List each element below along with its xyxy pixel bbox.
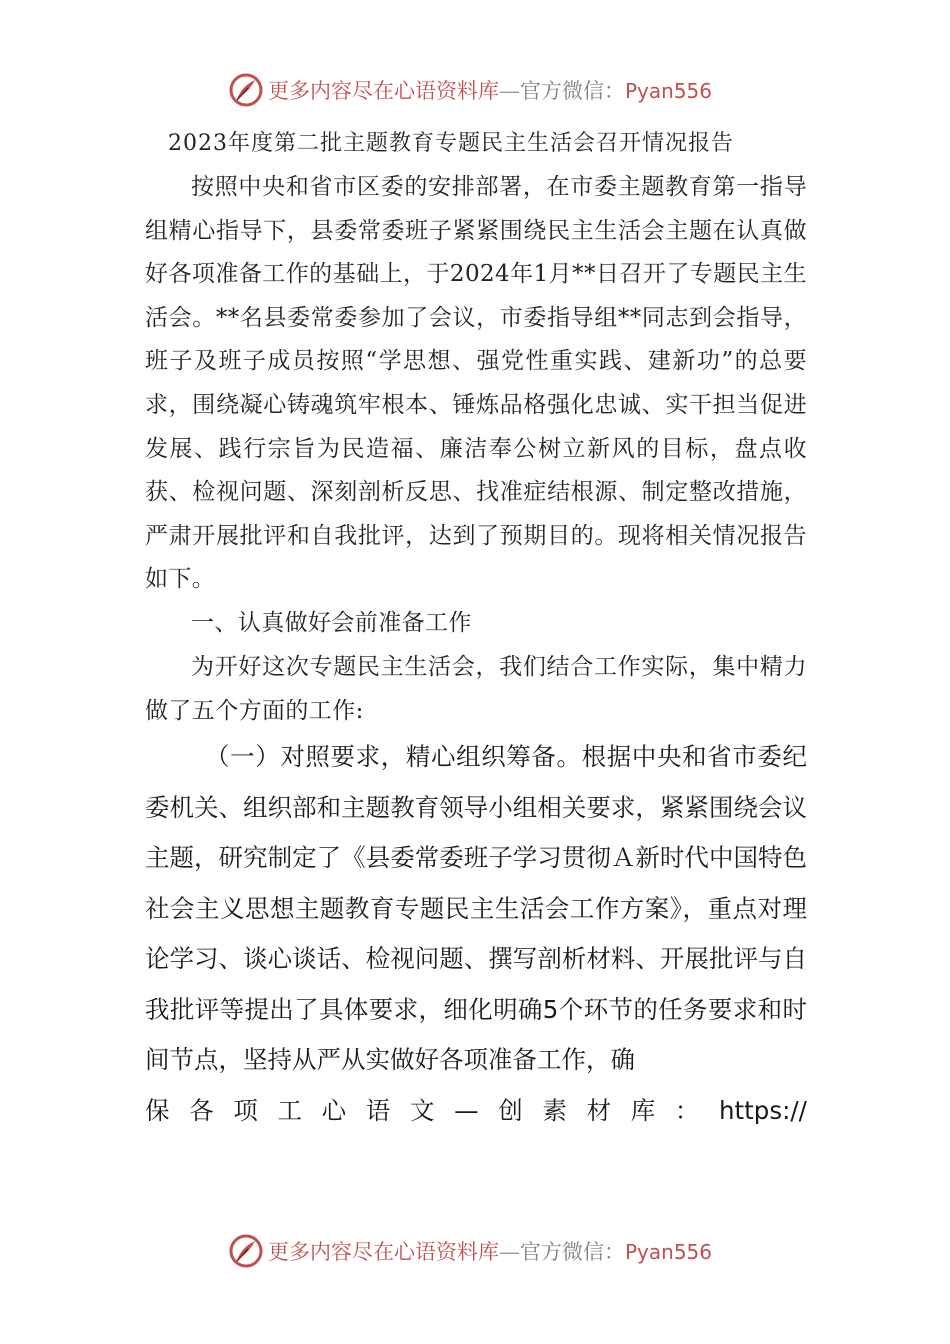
banner-title: 更多内容尽在心语资料库 <box>268 79 499 103</box>
wechat-id: Pyan556 <box>625 1240 713 1264</box>
trailing-url: https:// <box>719 1096 807 1125</box>
feather-pen-logo-icon <box>228 1233 264 1269</box>
banner-separator: — <box>499 1240 520 1264</box>
trailing-char: 语 <box>365 1096 391 1125</box>
wechat-label: 官方微信： <box>520 79 625 103</box>
trailing-char: ： <box>674 1096 700 1125</box>
banner-text <box>268 76 712 106</box>
trailing-char: 工 <box>277 1096 302 1125</box>
section-intro-paragraph: 为开好这次专题民主生活会，我们结合工作实际，集中精力做了五个方面的工作: <box>145 654 807 724</box>
section-heading: 一、认真做好会前准备工作 <box>191 610 472 636</box>
feather-pen-logo-icon <box>228 72 264 108</box>
banner-title: 更多内容尽在心语资料库 <box>268 1240 499 1264</box>
trailing-char: 保 <box>145 1096 170 1125</box>
trailing-char: 项 <box>233 1096 258 1125</box>
wechat-id: Pyan556 <box>625 79 713 103</box>
intro-paragraph: 按照中央和省市区委的安排部署，在市委主题教育第一指导组精心指导下，县委常委班子紧紧围绕民主生活会主题在认真做好各项准备工作的基础上，于2024年1月**日召开了专题民主生活会。**名县委常委参加了会议，市委指导组**同志到会指导，班子及班子成员按照“学思想、强党性重实践、建新功”的总要求，围绕凝心铸魂筑牢根本、锤炼品格强化忠诚、实干担当促进发展、践行宗旨为民造福、廉洁奉公树立新风的目标，盘点收获、检视问题、深刻剖析反思、找准症结根源、制定整改措施，严肃开展批评和自我批评，达到了预期目的。现将相关情况报告如下。 <box>145 174 807 593</box>
trailing-char: — <box>454 1096 479 1125</box>
wechat-label: 官方微信： <box>520 1240 625 1264</box>
trailing-char: 创 <box>498 1096 523 1125</box>
trailing-line <box>145 1086 807 1136</box>
banner-separator: — <box>499 79 520 103</box>
subsection-paragraph: （一）对照要求，精心组织筹备。根据中央和省市委纪委机关、组织部和主题教育领导小组相关要求，紧紧围绕会议主题，研究制定了《县委常委班子学习贯彻Ａ新时代中国特色社会主义思想主题教育专题民主生活会工作方案》，重点对理论学习、谈心谈话、检视问题、撰写剖析材料、开展批评与自我批评等提出了具体要求，细化明确5个环节的任务要求和时间节点，坚持从严从实做好各项准备工作，确 <box>145 742 807 1074</box>
trailing-char: 素 <box>542 1096 567 1125</box>
banner-text <box>268 1237 712 1267</box>
header-banner <box>0 72 950 112</box>
trailing-char: 各 <box>189 1096 214 1125</box>
trailing-char: 库 <box>630 1096 656 1125</box>
document-title: 2023年度第二批主题教育专题民主生活会召开情况报告 <box>168 131 734 156</box>
trailing-char: 心 <box>321 1096 347 1125</box>
trailing-char: 材 <box>586 1096 612 1125</box>
trailing-char: 文 <box>409 1096 435 1125</box>
footer-banner <box>0 1233 950 1273</box>
